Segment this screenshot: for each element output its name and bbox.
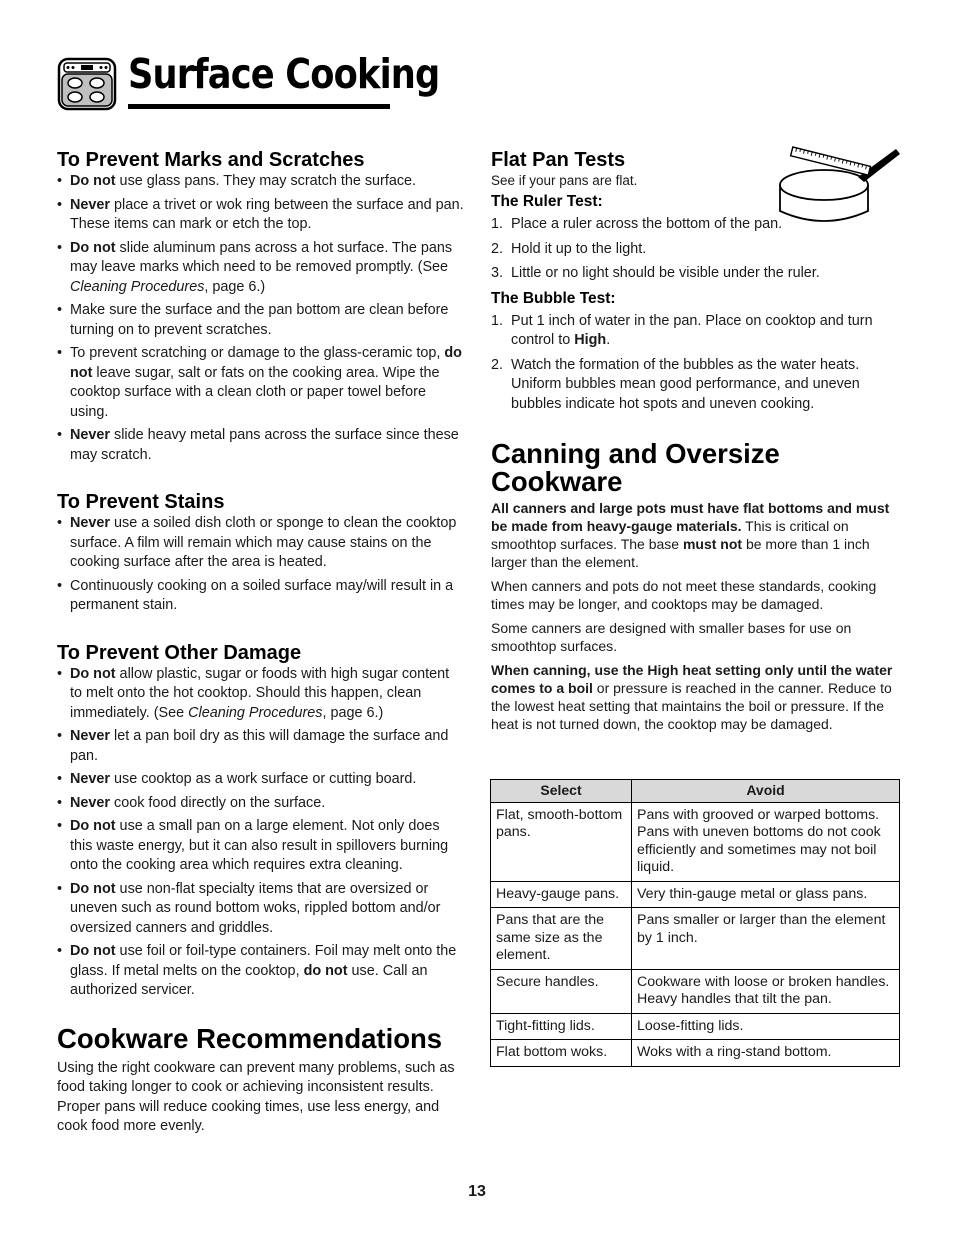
bubble-test-heading: The Bubble Test:	[491, 289, 616, 307]
left-column	[57, 148, 465, 1137]
list-item: • Do not use non-flat specialty items that are oversized or uneven such as round bottom woks, rippled bottom and/or oversized canners and griddles.	[57, 880, 465, 939]
marks-heading: To Prevent Marks and Scratches	[57, 149, 365, 171]
list-item: 1. Put 1 inch of water in the pan. Place on cooktop and turn control to High.	[491, 312, 873, 348]
marks-list	[57, 172, 465, 465]
list-item: • Never use cooktop as a work surface or cutting board.	[57, 770, 465, 790]
title-underline	[128, 104, 390, 109]
stains-list	[57, 514, 465, 616]
table-cell: Cookware with loose or broken handles. Heavy handles that tilt the pan.	[632, 969, 900, 1013]
list-item: • Never use a soiled dish cloth or sponge to clean the cooktop surface. A film will remain which may cause stains on the cooking surface after the area is heated.	[57, 514, 465, 573]
table-header-select: Select	[491, 780, 632, 803]
recommendations-body: Using the right cookware can prevent many problems, such as food taking longer to cook or achieving inconsistent results. Proper pans will reduce cooking times, use less energy, and cook food more evenly.	[57, 1059, 455, 1134]
canning-paragraph-2: When canners and pots do not meet these standards, cooking times may be longer, and cooktops may be damaged.	[491, 578, 877, 612]
canning-paragraph-4: When canning, use the High heat setting only until the water comes to a boil or pressure is reached in the canner. Reduce to the lowest heat setting that maintains the boil or pressure. If the heat is not turned down, the cooktop may be damaged.	[491, 662, 893, 732]
table-row	[491, 969, 900, 1013]
list-item: • Continuously cooking on a soiled surface may/will result in a permanent stain.	[57, 577, 465, 616]
canning-heading: Canning and Oversize Cookware	[491, 438, 780, 497]
table-row	[491, 1040, 900, 1067]
flat-pan-tests-intro: See if your pans are flat.	[491, 173, 638, 188]
cooktop-icon	[57, 57, 117, 111]
stains-heading: To Prevent Stains	[57, 491, 225, 513]
table-cell: Flat bottom woks.	[491, 1040, 632, 1067]
table-cell: Loose-fitting lids.	[632, 1013, 900, 1040]
list-item: • Never slide heavy metal pans across the surface since these may scratch.	[57, 426, 465, 465]
right-column	[491, 148, 901, 739]
list-item: 2. Hold it up to the light.	[491, 240, 647, 257]
cookware-table	[490, 779, 900, 1067]
table-cell: Woks with a ring-stand bottom.	[632, 1040, 900, 1067]
list-item: 2. Watch the formation of the bubbles as the water heats. Uniform bubbles mean good performance, and uneven bubbles indicate hot spots and uneven cooking.	[491, 356, 860, 412]
list-item: • To prevent scratching or damage to the glass-ceramic top, do not leave sugar, salt or fats on the cooking area. Wipe the cooktop surface with a clean cloth or paper towel before using.	[57, 344, 465, 422]
table-row	[491, 908, 900, 970]
table-cell: Pans smaller or larger than the element by 1 inch.	[632, 908, 900, 970]
page-number: 13	[468, 1183, 486, 1200]
list-item: 3. Little or no light should be visible under the ruler.	[491, 265, 820, 281]
bubble-test-steps	[491, 312, 901, 415]
canning-paragraph-3: Some canners are designed with smaller bases for use on smoothtop surfaces.	[491, 620, 852, 654]
list-item: • Do not allow plastic, sugar or foods with high sugar content to melt onto the hot cooktop. Should this happen, clean immediately. (See Cleaning Procedures, page 6.)	[57, 665, 465, 724]
table-cell: Pans with grooved or warped bottoms. Pans with uneven bottoms do not cook efficiently and sometimes may not boil liquid.	[632, 802, 900, 881]
table-header-avoid: Avoid	[632, 780, 900, 803]
table-row	[491, 802, 900, 881]
table-cell: Heavy-gauge pans.	[491, 881, 632, 908]
list-item: • Make sure the surface and the pan bottom are clean before turning on to prevent scratches.	[57, 301, 465, 340]
canning-paragraph-1: All canners and large pots must have flat bottoms and must be made from heavy-gauge materials. This is critical on smoothtop surfaces. The base must not be more than 1 inch larger than the element.	[491, 500, 890, 570]
ruler-test-steps	[491, 215, 901, 284]
recommendations-heading: Cookware Recommendations	[57, 1022, 443, 1054]
damage-heading: To Prevent Other Damage	[57, 641, 302, 664]
list-item: • Do not use glass pans. They may scratch the surface.	[57, 172, 465, 192]
list-item: • Never let a pan boil dry as this will damage the surface and pan.	[57, 727, 465, 766]
table-row	[491, 881, 900, 908]
table-cell: Pans that are the same size as the element.	[491, 908, 632, 970]
list-item: • Do not use a small pan on a large element. Not only does this waste energy, but it can also result in spillovers burning onto the cooking area which requires extra cleaning.	[57, 817, 465, 876]
table-cell: Very thin-gauge metal or glass pans.	[632, 881, 900, 908]
list-item: • Never cook food directly on the surface.	[57, 794, 465, 814]
table-cell: Flat, smooth-bottom pans.	[491, 802, 632, 881]
list-item: • Do not use foil or foil-type containers. Foil may melt onto the glass. If metal melts on the cooktop, do not use. Call an authorized servicer.	[57, 942, 465, 1001]
list-item: • Never place a trivet or wok ring between the surface and pan. These items can mark or etch the top.	[57, 196, 465, 235]
damage-list	[57, 665, 465, 1001]
ruler-test-heading: The Ruler Test:	[491, 193, 603, 210]
list-item: • Do not slide aluminum pans across a hot surface. The pans may leave marks which need to be removed promptly. (See Cleaning Procedures, page 6.)	[57, 239, 465, 298]
list-item: 1. Place a ruler across the bottom of the pan.	[491, 216, 783, 232]
table-row	[491, 1013, 900, 1040]
flat-pan-tests-heading: Flat Pan Tests	[491, 149, 626, 171]
page-title: Surface Cooking	[128, 50, 440, 98]
table-cell: Tight-fitting lids.	[491, 1013, 632, 1040]
table-cell: Secure handles.	[491, 969, 632, 1013]
